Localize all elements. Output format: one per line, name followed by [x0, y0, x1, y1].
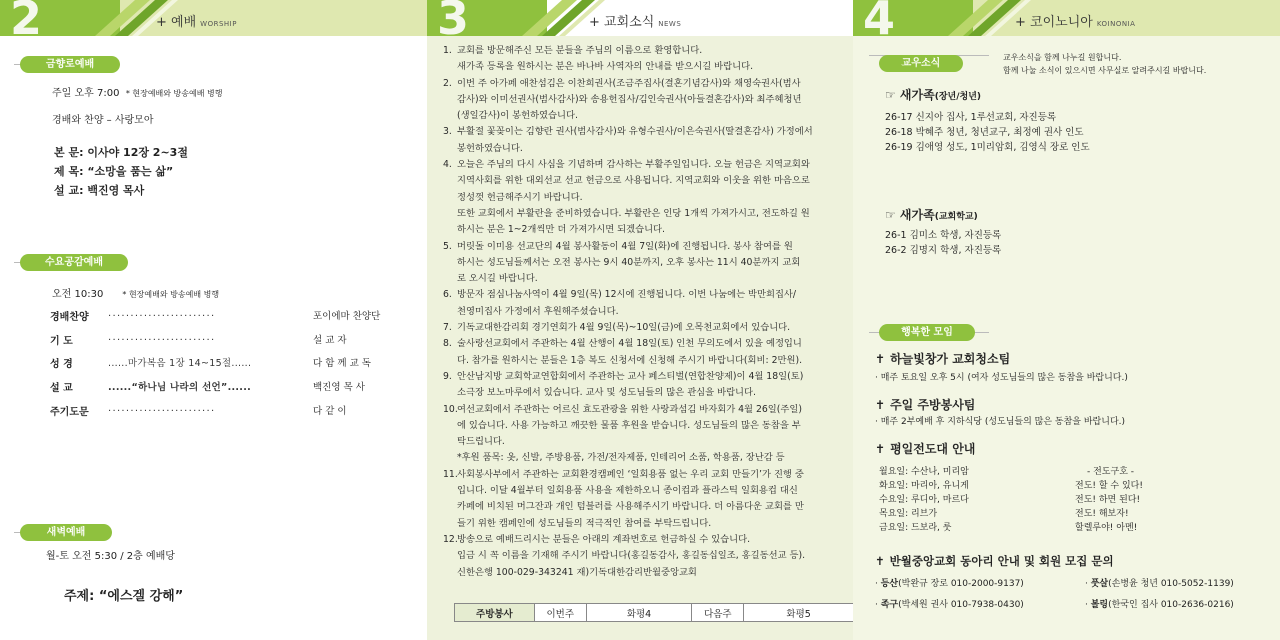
evangel-name: 평일전도대 안내: [890, 442, 976, 456]
evangel-day: 수요일: 루디아, 마르다: [879, 495, 969, 505]
news-item-line: 오늘은 주님의 다시 사심을 기념하며 감사하는 부활주일입니다. 오늘 헌금은 지역교회와: [457, 159, 810, 171]
new-family-row: 26-19 김애영 성도, 1미리암회, 김영식 장로 인도: [885, 142, 1090, 153]
news-item-line: 정성껏 헌금해주시기 바랍니다.: [457, 191, 583, 203]
order-label: 성 경: [50, 359, 73, 370]
this-week-value: 화평4: [586, 604, 692, 622]
news-item: [443, 239, 843, 288]
news-item-line: 술사랑선교회에서 주관하는 4월 산행이 4월 18일(토) 인천 무의도에서 있을 예정입니: [457, 338, 802, 350]
wednesday-worship-pill: 수요공감예배: [20, 254, 128, 271]
label: 설 교:: [54, 184, 84, 197]
order-value: 포이에마 찬양단: [313, 311, 381, 322]
news-item: [443, 402, 843, 467]
section-title: + 코이노니아 KOINONIA: [1015, 15, 1136, 30]
friday-praise: 경배와 찬양 – 사랑모아: [52, 115, 154, 126]
news-item: [443, 287, 843, 320]
friday-time-note: * 현장예배와 방송예배 병행: [125, 89, 223, 98]
news-item-line: 감사)와 이미선권사(범사감사)와 송용헌집사/김인숙권사(아들결혼감사)와 최주혜청년: [457, 93, 802, 105]
news-item-line: 입니다. 이달 4월부터 일회용품 사용을 제한하오니 종이컵과 플라스틱 일회용컵 대신: [457, 485, 798, 497]
clubs-name: 반월중앙교회 동아리 안내 및 회원 모집 문의: [889, 554, 1114, 568]
news-item-line: 기독교대한감리회 경기연회가 4월 9일(목)~10일(금)에 오목천교회에서 있습니다.: [457, 322, 791, 334]
cross-icon: ✝: [875, 352, 886, 366]
order-dots: ........................: [108, 332, 216, 343]
value: “소망을 품는 삶”: [87, 165, 174, 178]
news-item-number: 2.: [443, 77, 452, 89]
news-item-line: 하시는 성도님들께서는 오전 봉사는 9시 40분까지, 오후 봉사는 11시 40분까지 교회: [457, 256, 801, 268]
news-item-line: 또한 교회에서 부활란을 준비하였습니다. 부활란은 인당 1개씩 가져가시고, 전도하길 원: [457, 207, 810, 219]
friday-time-text: 주일 오후 7:00: [52, 88, 120, 99]
order-label: 주기도문: [50, 407, 89, 418]
worship-header: [0, 0, 427, 45]
duty-head: 주방봉사: [455, 604, 535, 622]
group-desc: · 매주 토요일 오후 5시 (여자 성도님들의 많은 동참을 바랍니다.): [875, 373, 1128, 383]
news-item-line: 새가족 등록을 원하시는 분은 바나바 사역자의 안내를 받으시길 바랍니다.: [457, 61, 754, 73]
evangel-slogan: 전도! 해보자!: [1075, 509, 1129, 519]
news-item-line: 천영미집사 가정에서 후원해주셨습니다.: [457, 305, 619, 317]
order-value: 설 교 자: [313, 335, 347, 346]
koinonia-panel: [853, 0, 1280, 640]
club-name: 풋살: [1090, 579, 1109, 589]
news-item-line: 봉헌하였습니다.: [457, 142, 523, 154]
news-item-line: 이번 주 아가페 애찬섬김은 이찬희권사(조금주집사(결혼기념감사)와 채영숙권사(범사: [457, 77, 801, 89]
friday-subject: [54, 163, 173, 179]
order-value: 다 함 께 교 독: [313, 358, 371, 369]
news-item-line: 소극장 보노마루에서 있습니다. 교사 및 성도님들의 많은 관심을 바랍니다.: [457, 387, 756, 399]
news-item-line: 사회봉사부에서 주관하는 교회환경캠페인 ‘일회용품 없는 우리 교회 만들기’가 진행 중: [457, 468, 804, 480]
evangel-day: 월요일: 수산나, 미리암: [879, 467, 969, 477]
news-item-line: 입금 시 꼭 이름을 기재해 주시기 바랍니다(홍길동감사, 홍길동십일조, 홍길동선교 등).: [457, 550, 806, 562]
evangel-day: 금요일: 드보라, 룻: [879, 523, 952, 533]
section-number: 3: [437, 0, 470, 45]
order-dots: ........................: [108, 308, 216, 319]
happy-group-pill: 행복한 모임: [879, 324, 975, 341]
order-value: 다 같 이: [313, 406, 347, 417]
wednesday-time-text: 오전 10:30: [52, 289, 104, 300]
title: ☞ 새가족: [885, 208, 935, 222]
group-title: [875, 350, 1010, 367]
news-list: [443, 43, 843, 581]
club-info: (박세원 권사 010-7938-0430): [898, 600, 1024, 610]
section-title: + 교회소식 NEWS: [589, 15, 682, 30]
dawn-worship-pill: 새벽예배: [20, 524, 112, 541]
next-week-value: 화평5: [744, 604, 853, 622]
news-item: [443, 467, 843, 532]
dawn-time: 월-토 오전 5:30 / 2층 예배당: [46, 551, 175, 562]
club-name: 등산: [880, 579, 899, 589]
label: 본 문:: [54, 146, 84, 159]
order-dots: ......마가복음 1장 14~15절......: [108, 358, 252, 369]
news-item-line: 방문자 점심나눔사역이 4월 9일(목) 12시에 진행됩니다. 이번 나눔에는 박만희집사/: [457, 289, 797, 301]
dawn-theme: 주제: “에스겔 강해”: [64, 589, 184, 604]
order-label: 설 교: [50, 383, 73, 394]
news-item: [443, 320, 843, 336]
value: 이사야 12장 2~3절: [87, 146, 188, 159]
koinonia-header: [853, 0, 1280, 45]
news-item-number: 4.: [443, 159, 452, 171]
section-title: + 예배 WORSHIP: [156, 15, 237, 30]
evangel-day: 화요일: 마리아, 유니게: [879, 481, 969, 491]
section-title-en: NEWS: [658, 20, 682, 28]
worship-panel: [0, 0, 427, 640]
friday-worship-pill: 금향로예배: [20, 56, 120, 73]
section-number: 4: [863, 0, 896, 45]
kitchen-duty-table: [454, 603, 853, 622]
news-item: [443, 157, 843, 238]
news-item-line: 안산남지방 교회학교연합회에서 주관하는 교사 페스티벌(연합찬양제)이 4월 18일(토): [457, 370, 804, 382]
club-item: · 등산(박완규 장로 010-2000-9137): [875, 579, 1024, 589]
news-item: [443, 43, 843, 76]
new-family-row: 26-2 김명지 학생, 자진등록: [885, 245, 1002, 256]
cross-icon: ✝: [875, 398, 886, 412]
new-family-adult-title: [885, 86, 981, 103]
news-item-number: 12.: [443, 533, 458, 545]
news-item-line: 탁드립니다.: [457, 436, 505, 448]
news-item-number: 11.: [443, 468, 458, 480]
evangel-slogan: 전도! 하면 된다!: [1075, 495, 1141, 505]
club-name: 족구: [880, 600, 899, 610]
wednesday-time-note: * 현장예배와 방송예배 병행: [122, 290, 220, 299]
group-name: 주일 주방봉사팀: [890, 398, 976, 412]
this-week-label: 이번주: [534, 604, 586, 622]
news-item-number: 8.: [443, 338, 452, 350]
club-info: (손병윤 청년 010-5052-1139): [1108, 579, 1234, 589]
section-title-en: WORSHIP: [200, 20, 237, 28]
friday-text: [54, 144, 188, 160]
evangel-title: [875, 440, 975, 457]
section-title-ko: 예배: [171, 15, 197, 30]
news-item-line: 다. 참가를 원하시는 분들은 1층 복도 신청서에 신청해 주시기 바랍니다(회비: 2만원).: [457, 354, 803, 366]
news-item-line: *후원 품목: 옷, 신발, 주방용품, 가전/전자제품, 인테리어 소품, 학용품, 장난감 등: [457, 452, 785, 464]
news-item-line: 지역사회를 위한 대외선교 선교 헌금으로 사용됩니다. 지역교회와 이웃을 위한 마음으로: [457, 175, 810, 187]
evangel-slogan: - 전도구호 -: [1087, 467, 1134, 477]
club-info: (한국인 집사 010-2636-0216): [1108, 600, 1234, 610]
new-family-row: 26-17 신지아 집사, 1루선교회, 자진등록: [885, 112, 1057, 123]
news-panel: [427, 0, 853, 640]
news-item-line: 머릿돌 이미용 선교단의 4월 봉사활동이 4월 7일(화)에 진행됩니다. 봉사 참여를 원: [457, 240, 793, 252]
evangel-day: 목요일: 리브가: [879, 509, 938, 519]
order-dots: ......“하나님 나라의 선언”......: [108, 382, 252, 393]
section-title-ko: 코이노니아: [1030, 15, 1093, 30]
news-item-line: 에 있습니다. 사용 가능하고 깨끗한 물품 후원을 받습니다. 성도님들의 많은 동참을 부: [457, 419, 801, 431]
news-item-line: 카페에 비치된 머그잔과 개인 텀블러를 사용해주시기 바랍니다. 더 아름다운 교회를 만: [457, 501, 804, 513]
news-item-number: 5.: [443, 240, 452, 252]
intro-line-1: 교우소식을 함께 나누길 원합니다.: [1003, 53, 1122, 62]
group-name: 하늘빛창가 교회청소팀: [890, 352, 1011, 366]
news-item-line: 하시는 분은 1~2개씩만 더 가져가시면 되겠습니다.: [457, 224, 665, 236]
news-item-number: 10.: [443, 403, 458, 415]
friday-preacher: [54, 182, 144, 198]
subtitle: (장년/청년): [934, 92, 982, 102]
clubs-title: [875, 553, 1114, 569]
news-item-line: 교회를 방문해주신 모든 분들을 주님의 이름으로 환영합니다.: [457, 45, 703, 56]
news-item-number: 6.: [443, 289, 452, 301]
section-title-en: KOINONIA: [1096, 20, 1136, 28]
order-label: 경배찬양: [50, 312, 89, 323]
new-family-school-title: [885, 206, 978, 223]
order-value: 백진영 목 사: [313, 382, 365, 393]
group-title: [875, 396, 975, 413]
order-dots: ........................: [108, 403, 216, 414]
news-item-line: 방송으로 예배드리시는 분들은 아래의 계좌번호로 헌금하실 수 있습니다.: [457, 533, 751, 545]
news-item-line: 여선교회에서 주관하는 어르신 효도관광을 위한 사랑과섬김 바자회가 4월 26일(주일): [457, 403, 803, 415]
news-item: [443, 369, 843, 402]
club-info: (박완규 장로 010-2000-9137): [898, 579, 1024, 589]
news-header: [427, 0, 853, 45]
club-item: · 볼링(한국인 집사 010-2636-0216): [1085, 600, 1234, 610]
cross-icon: ✝: [875, 554, 885, 568]
news-item-line: 들기 위한 캠페인에 성도님들의 적극적인 참여를 부탁드립니다.: [457, 517, 712, 529]
intro-line-2: 함께 나눌 소식이 있으시면 사무실로 알려주시길 바랍니다.: [1003, 66, 1207, 75]
next-week-label: 다음주: [692, 604, 744, 622]
label: 제 목:: [54, 165, 84, 178]
evangel-slogan: 전도! 할 수 있다!: [1075, 481, 1143, 491]
news-item: [443, 76, 843, 125]
news-item-line: 부활절 꽃꽂이는 김향란 권사(범사감사)와 유형수권사/이은숙권사(딸결혼감사) 가정에서: [457, 126, 813, 138]
news-item-number: 9.: [443, 370, 452, 382]
club-name: 볼링: [1090, 600, 1109, 610]
club-item: · 족구(박세원 권사 010-7938-0430): [875, 600, 1024, 610]
value: 백진영 목사: [87, 184, 145, 197]
news-item-number: 7.: [443, 322, 452, 334]
news-item: [443, 124, 843, 157]
subtitle: (교회학교): [934, 212, 978, 222]
news-item-line: 신한은행 100-029-343241 재)기독대한감리반월중앙교회: [457, 566, 697, 578]
new-family-row: 26-1 김미소 학생, 자진등록: [885, 230, 1002, 241]
wednesday-time: [52, 285, 219, 300]
news-item-number: 3.: [443, 126, 452, 138]
cross-icon: ✝: [875, 442, 886, 456]
friday-time: [52, 84, 222, 99]
club-item: · 풋살(손병윤 청년 010-5052-1139): [1085, 579, 1234, 589]
news-item-line: 로 오시길 바랍니다.: [457, 273, 538, 285]
church-news-pill: 교우소식: [879, 55, 963, 72]
news-item: [443, 336, 843, 369]
evangel-slogan: 할렐루야! 아멘!: [1075, 523, 1138, 533]
section-number: 2: [10, 0, 43, 45]
group-desc: · 매주 2부예배 후 지하식당 (성도님들의 많은 동참을 바랍니다.): [875, 417, 1126, 427]
news-item: [443, 532, 843, 581]
new-family-row: 26-18 박혜주 청년, 청년교구, 최정예 권사 인도: [885, 127, 1084, 138]
title: ☞ 새가족: [885, 88, 935, 102]
news-item-number: 1.: [443, 45, 452, 56]
news-item-line: (생일감사)이 봉헌하였습니다.: [457, 110, 578, 122]
order-label: 기 도: [50, 336, 73, 347]
section-title-ko: 교회소식: [604, 15, 655, 30]
